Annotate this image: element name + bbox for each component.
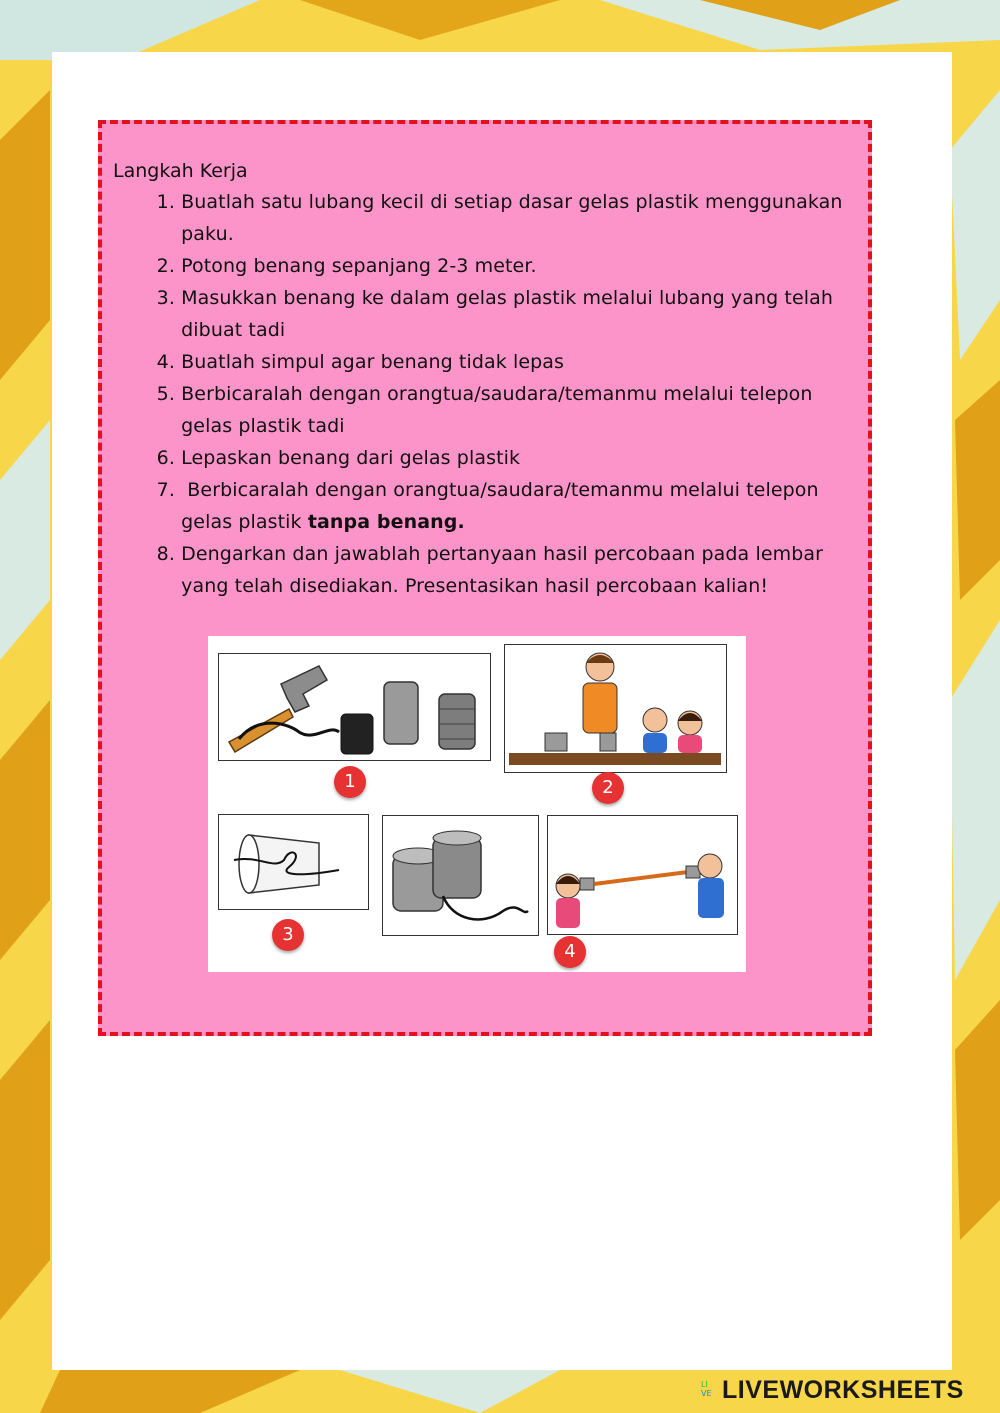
figure-badge-3: 3 xyxy=(272,919,304,951)
step-number: 8. xyxy=(156,543,175,565)
step-7 xyxy=(140,474,860,538)
svg-text:LI: LI xyxy=(701,1380,708,1389)
step-number: 3. xyxy=(156,287,175,309)
step-4 xyxy=(140,346,860,378)
step-number: 6. xyxy=(156,447,175,469)
panel-knot xyxy=(218,814,369,910)
cans-string-icon xyxy=(383,816,537,934)
step-text: Buatlah simpul agar benang tidak lepas xyxy=(181,351,565,373)
step-1 xyxy=(140,186,860,250)
procedure-illustration xyxy=(208,636,746,972)
step-text-cont: yang telah disediakan. Presentasikan hasil percobaan kalian! xyxy=(181,575,769,597)
step-text-cont: dibuat tadi xyxy=(181,319,286,341)
step-number: 5. xyxy=(156,383,175,405)
svg-text:VE: VE xyxy=(701,1389,712,1398)
step-text-cont: gelas plastik tadi xyxy=(181,415,345,437)
figure-badge-1: 1 xyxy=(334,766,366,798)
step-text: Dengarkan dan jawablah pertanyaan hasil percobaan pada lembar xyxy=(181,543,824,565)
step-number: 2. xyxy=(156,255,175,277)
step-text-cont: gelas plastik xyxy=(181,511,308,533)
figure-badge-2: 2 xyxy=(592,772,624,804)
step-5 xyxy=(140,378,860,442)
step-text: Lepaskan benang dari gelas plastik xyxy=(181,447,521,469)
step-number: 7. xyxy=(156,479,175,501)
step-text-bold: tanpa benang. xyxy=(307,511,465,533)
panel-adult-children xyxy=(504,644,727,773)
figure-badge-4: 4 xyxy=(554,936,586,968)
step-text: Berbicaralah dengan orangtua/saudara/temanmu melalui telepon xyxy=(181,383,813,405)
step-2 xyxy=(140,250,860,282)
liveworksheets-logo[interactable] xyxy=(722,1376,964,1405)
step-number: 1. xyxy=(156,191,175,213)
step-6 xyxy=(140,442,860,474)
step-text: Potong benang sepanjang 2-3 meter. xyxy=(181,255,537,277)
step-number: 4. xyxy=(156,351,175,373)
section-title: Langkah Kerja xyxy=(113,160,248,182)
step-text: Berbicaralah dengan orangtua/saudara/temanmu melalui telepon xyxy=(181,479,819,501)
step-text: Masukkan benang ke dalam gelas plastik melalui lubang yang telah xyxy=(181,287,834,309)
panel-tools xyxy=(218,653,491,761)
logo-text: LIVEWORKSHEETS xyxy=(722,1376,964,1404)
can-telephone-icon xyxy=(548,816,736,933)
people-working-icon xyxy=(505,645,725,771)
step-text-cont: paku. xyxy=(181,223,234,245)
step-3 xyxy=(140,282,860,346)
panel-cans-string xyxy=(382,815,539,936)
step-8 xyxy=(140,538,860,602)
step-text: Buatlah satu lubang kecil di setiap dasar gelas plastik menggunakan xyxy=(181,191,843,213)
panel-can-phone xyxy=(547,815,738,935)
cup-knot-icon xyxy=(219,815,367,908)
steps-list xyxy=(140,186,860,602)
liveworksheets-logo-icon xyxy=(700,1378,720,1406)
hammer-and-cans-icon xyxy=(219,654,489,759)
